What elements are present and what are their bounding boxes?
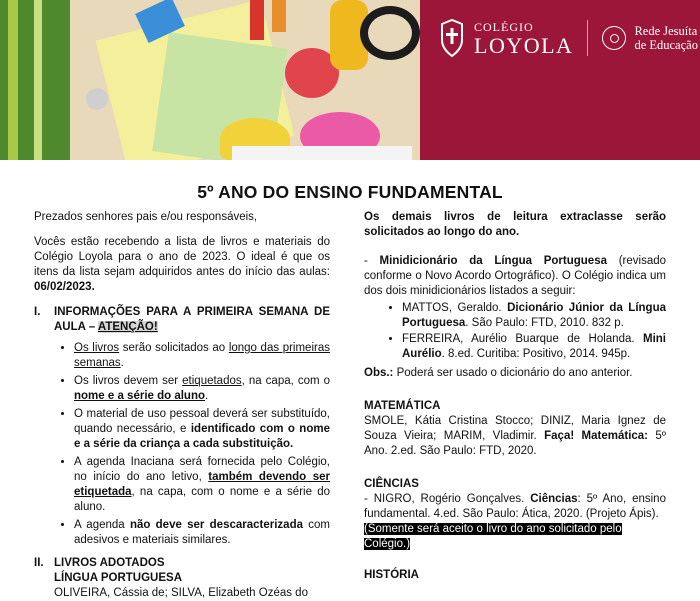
obs-note: Obs.: Poderá ser usado o dicionário do ano anterior. xyxy=(364,367,633,379)
section-1-heading: I. INFORMAÇÕES PARA A PRIMEIRA SEMANA DE AULA – ATENÇÃO! xyxy=(34,306,330,333)
subject-math: MATEMÁTICA xyxy=(364,400,441,412)
dictionary-intro: - Minidicionário da Língua Portuguesa (revisado conforme o Novo Acordo Ortográfico). O Colégio indica um dos dois minidicionários listados a seguir: xyxy=(364,255,667,297)
list-item: • A agenda Inaciana será fornecida pelo Colégio, no início do ano letivo, também devendo ser etiquetada, na capa, com o nome e a série do aluno. xyxy=(74,455,330,515)
science-note: (Somente será aceito o livro do ano solicitado pelo Colégio.) xyxy=(364,523,622,550)
list-item: • MATTOS, Geraldo. Dicionário Júnior da Língua Portuguesa. São Paulo: FTD, 2010. 832 p. xyxy=(402,301,666,331)
school-supplies-photo xyxy=(0,0,420,160)
dictionary-list xyxy=(364,301,666,362)
extra-reading-note: Os demais livros de leitura extraclasse serão solicitados ao longo do ano. xyxy=(364,211,666,238)
left-column xyxy=(34,210,330,601)
network-seal-icon xyxy=(602,26,626,50)
list-item: • Os livros devem ser etiquetados, na capa, com o nome e a série do aluno. xyxy=(74,374,330,404)
logo-divider xyxy=(587,20,588,56)
list-item: • FERREIRA, Aurélio Buarque de Holanda. Mini Aurélio. 8.ed. Curitiba: Positivo, 2014. 945p. xyxy=(402,332,666,362)
right-column xyxy=(364,210,666,583)
subject-portuguese: LÍNGUA PORTUGUESA xyxy=(54,572,182,584)
subject-history: HISTÓRIA xyxy=(364,569,419,581)
school-logo xyxy=(438,18,698,58)
page-title: 5º ANO DO ENSINO FUNDAMENTAL xyxy=(197,182,503,202)
section-2-heading: II. LIVROS ADOTADOS LÍNGUA PORTUGUESA xyxy=(34,557,182,584)
logo-big-text: LOYOLA xyxy=(474,32,574,58)
list-item: • O material de uso pessoal deverá ser substituído, quando necessário, e identificado com o nome e a série da criança a cada substituição. xyxy=(74,407,330,452)
network-name: Rede Jesuíta de Educação xyxy=(634,24,698,52)
subject-science: CIÊNCIAS xyxy=(364,478,419,490)
header-banner xyxy=(0,0,700,160)
list-item: • Os livros serão solicitados ao longo das primeiras semanas. xyxy=(74,341,330,371)
science-book: - NIGRO, Rogério Gonçalves. Ciências: 5º Ano, ensino fundamental. 4.ed. São Paulo: Ática, 2020. (Projeto Ápis). xyxy=(364,493,666,520)
attention-label: ATENÇÃO! xyxy=(97,321,158,333)
list-item: • A agenda não deve ser descaracterizada com adesivos e materiais similares. xyxy=(74,518,330,548)
book-entry-cut: OLIVEIRA, Cássia de; SILVA, Elizabeth Ozéas do xyxy=(54,587,308,599)
math-book: SMOLE, Kátia Cristina Stocco; DINIZ, Maria Ignez de Souza Vieira; MARIM, Vladimir. Faça! Matemática: 5º Ano. 2.ed. São Paulo: FTD, 2020. xyxy=(364,415,666,457)
info-list xyxy=(34,341,330,548)
logo-small-text: COLÉGIO xyxy=(474,19,534,34)
crest-icon xyxy=(438,18,466,58)
intro-paragraph: Vocês estão recebendo a lista de livros e materiais do Colégio Loyola para o ano de 2023. O ideal é que os itens da lista sejam adquiridos antes do início das aulas: 06/02/2023. xyxy=(34,236,330,293)
greeting: Prezados senhores pais e/ou responsáveis, xyxy=(34,211,258,223)
